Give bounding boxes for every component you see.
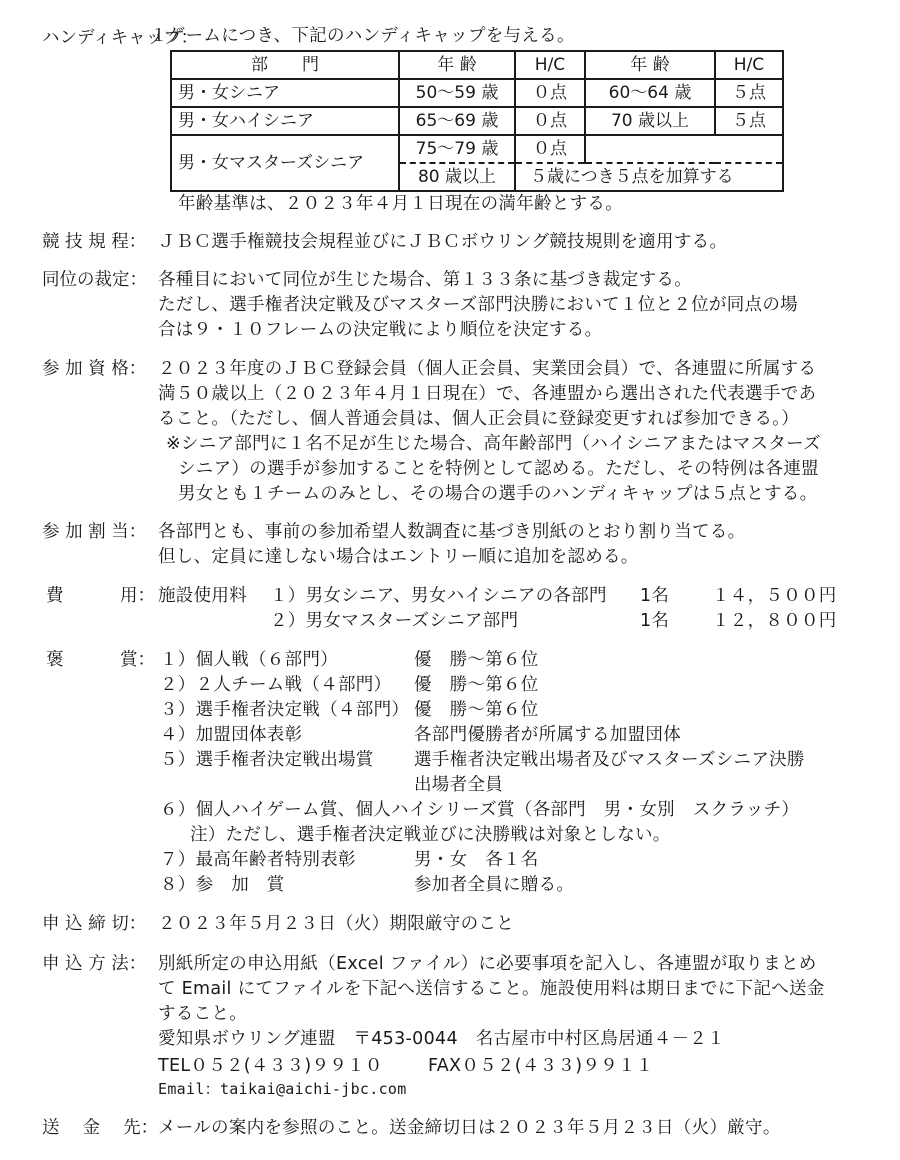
- fees-name: 施設使用料: [158, 586, 247, 606]
- row-hc1: ０点: [515, 79, 585, 107]
- award-name: １）個人戦（６部門）: [160, 650, 338, 670]
- fee-per: 1名: [640, 611, 670, 631]
- row-hc1: ０点: [515, 107, 585, 135]
- award-name: ３）選手権者決定戦（４部門）: [160, 700, 410, 720]
- fee-amount: １２，８００円: [712, 611, 837, 631]
- eligibility-line: 男女とも１チームのみとし、その場合の選手のハンディキャップは５点とする。: [178, 484, 818, 504]
- eligibility-line: 満５０歳以上（２０２３年４月１日現在）で、各連盟から選出された代表選手であ: [158, 384, 817, 404]
- award-detail: 参加者全員に贈る。: [414, 875, 575, 895]
- tie-label: 同位の裁定：: [42, 270, 147, 290]
- header-hc: H/C: [515, 51, 585, 79]
- method-line: 別紙所定の申込用紙（Excel ファイル）に必要事項を記入し、各連盟が取りまとめ: [158, 954, 817, 974]
- eligibility-line: シニア）の選手が参加することを特例として認める。ただし、その特例は各連盟: [178, 459, 819, 479]
- award-name: ４）加盟団体表彰: [160, 725, 303, 745]
- remit-text: メールの案内を参照のこと。送金締切日は２０２３年５月２３日（火）厳守。: [158, 1118, 781, 1138]
- method-email: Email：taikai@aichi-jbc.com: [158, 1080, 407, 1098]
- table-row: [171, 135, 783, 163]
- row-age1: 75～79 歳: [399, 135, 515, 163]
- award-name: ２）２人チーム戦（４部門）: [160, 675, 392, 695]
- row-age2: 60～64 歳: [585, 79, 715, 107]
- deadline-label: 申 込 締 切：: [42, 914, 147, 934]
- row-age1: 65～69 歳: [399, 107, 515, 135]
- method-tel: TEL０５２(４３３)９９１０: [158, 1056, 383, 1076]
- eligibility-label: 参 加 資 格：: [42, 359, 147, 379]
- award-detail: 優 勝～第６位: [414, 650, 539, 670]
- row-hc2: ５点: [715, 79, 783, 107]
- row-hc1: ０点: [515, 135, 585, 163]
- eligibility-line: ２０２３年度のＪＢＣ登録会員（個人正会員、実業団会員）で、各連盟に所属する: [158, 359, 817, 379]
- fees-label-a: 費: [46, 586, 64, 606]
- handicap-basis: 年齢基準は、２０２３年４月１日現在の満年齢とする。: [178, 194, 623, 214]
- header-hc2: H/C: [715, 51, 783, 79]
- header-age: 年 齢: [399, 51, 515, 79]
- award-detail: 優 勝～第６位: [414, 700, 539, 720]
- award-detail: 選手権者決定戦出場者及びマスターズシニア決勝: [414, 750, 805, 770]
- rules-label: 競 技 規 程：: [42, 232, 147, 252]
- handicap-intro: １ゲームにつき、下記のハンディキャップを与える。: [150, 26, 575, 46]
- fee-desc: １）男女シニア、男女ハイシニアの各部門: [270, 586, 607, 606]
- tie-line: 合は９・１０フレームの決定戦により順位を決定する。: [158, 320, 603, 340]
- table-header-row: [171, 51, 783, 79]
- fees-label-b: 用：: [120, 586, 155, 606]
- award-name: ５）選手権者決定戦出場賞: [160, 750, 374, 770]
- row-age1: 50～59 歳: [399, 79, 515, 107]
- award-name: ６）個人ハイゲーム賞、個人ハイシリーズ賞（各部門 男・女別 スクラッチ）: [160, 800, 800, 820]
- row-note: ５歳につき５点を加算する: [515, 163, 783, 191]
- handicap-table: [170, 50, 784, 192]
- award-name: ７）最高年齢者特別表彰: [160, 850, 356, 870]
- allocation-line: 但し、定員に達しない場合はエントリー順に追加を認める。: [158, 547, 639, 567]
- allocation-line: 各部門とも、事前の参加希望人数調査に基づき別紙のとおり割り当てる。: [158, 522, 746, 542]
- eligibility-line: ※シニア部門に１名不足が生じた場合、高年齢部門（ハイシニアまたはマスターズ: [166, 434, 821, 454]
- award-detail: 各部門優勝者が所属する加盟団体: [414, 725, 681, 745]
- header-dept: 部 門: [171, 51, 399, 79]
- header-age2: 年 齢: [585, 51, 715, 79]
- method-fax: FAX０５２(４３３)９９１１: [428, 1056, 654, 1076]
- row-age2: 70 歳以上: [585, 107, 715, 135]
- fee-per: 1名: [640, 586, 670, 606]
- deadline-text: ２０２３年５月２３日（火）期限厳守のこと: [158, 914, 514, 934]
- remit-label: 送 金 先：: [42, 1118, 159, 1138]
- row-hc2: ５点: [715, 107, 783, 135]
- fee-desc: ２）男女マスターズシニア部門: [270, 611, 519, 631]
- row-dept: 男・女ハイシニア: [171, 107, 399, 135]
- rules-text: ＪＢＣ選手権競技会規程並びにＪＢＣボウリング競技規則を適用する。: [158, 232, 728, 252]
- awards-label-b: 賞：: [120, 650, 155, 670]
- method-line: すること。: [158, 1004, 247, 1024]
- table-row: [171, 107, 783, 135]
- allocation-label: 参 加 割 当：: [42, 522, 147, 542]
- awards-label-a: 褒: [46, 650, 64, 670]
- handicap-label: ハンディキャップ：: [42, 28, 199, 48]
- award-detail-cont: 出場者全員: [414, 775, 503, 795]
- award-detail: 男・女 各１名: [414, 850, 539, 870]
- row-dept: 男・女マスターズシニア: [171, 135, 399, 191]
- eligibility-line: ること。（ただし、個人普通会員は、個人正会員に登録変更すれば参加できる。）: [158, 409, 800, 429]
- row-dept: 男・女シニア: [171, 79, 399, 107]
- table-row: [171, 79, 783, 107]
- tie-line: 各種目において同位が生じた場合、第１３３条に基づき裁定する。: [158, 270, 692, 290]
- method-label: 申 込 方 法：: [42, 954, 147, 974]
- award-note: 注）ただし、選手権者決定戦並びに決勝戦は対象としない。: [190, 825, 671, 845]
- award-name: ８）参 加 賞: [160, 875, 285, 895]
- fee-amount: １４，５００円: [712, 586, 837, 606]
- row-age2: 80 歳以上: [399, 163, 515, 191]
- method-org: 愛知県ボウリング連盟 〒453-0044 名古屋市中村区鳥居通４－２１: [158, 1029, 725, 1049]
- method-line: て Email にてファイルを下記へ送信すること。施設使用料は期日までに下記へ送金: [158, 979, 825, 999]
- row-empty: [585, 135, 783, 163]
- award-detail: 優 勝～第６位: [414, 675, 539, 695]
- tie-line: ただし、選手権者決定戦及びマスターズ部門決勝において１位と２位が同点の場: [158, 295, 798, 315]
